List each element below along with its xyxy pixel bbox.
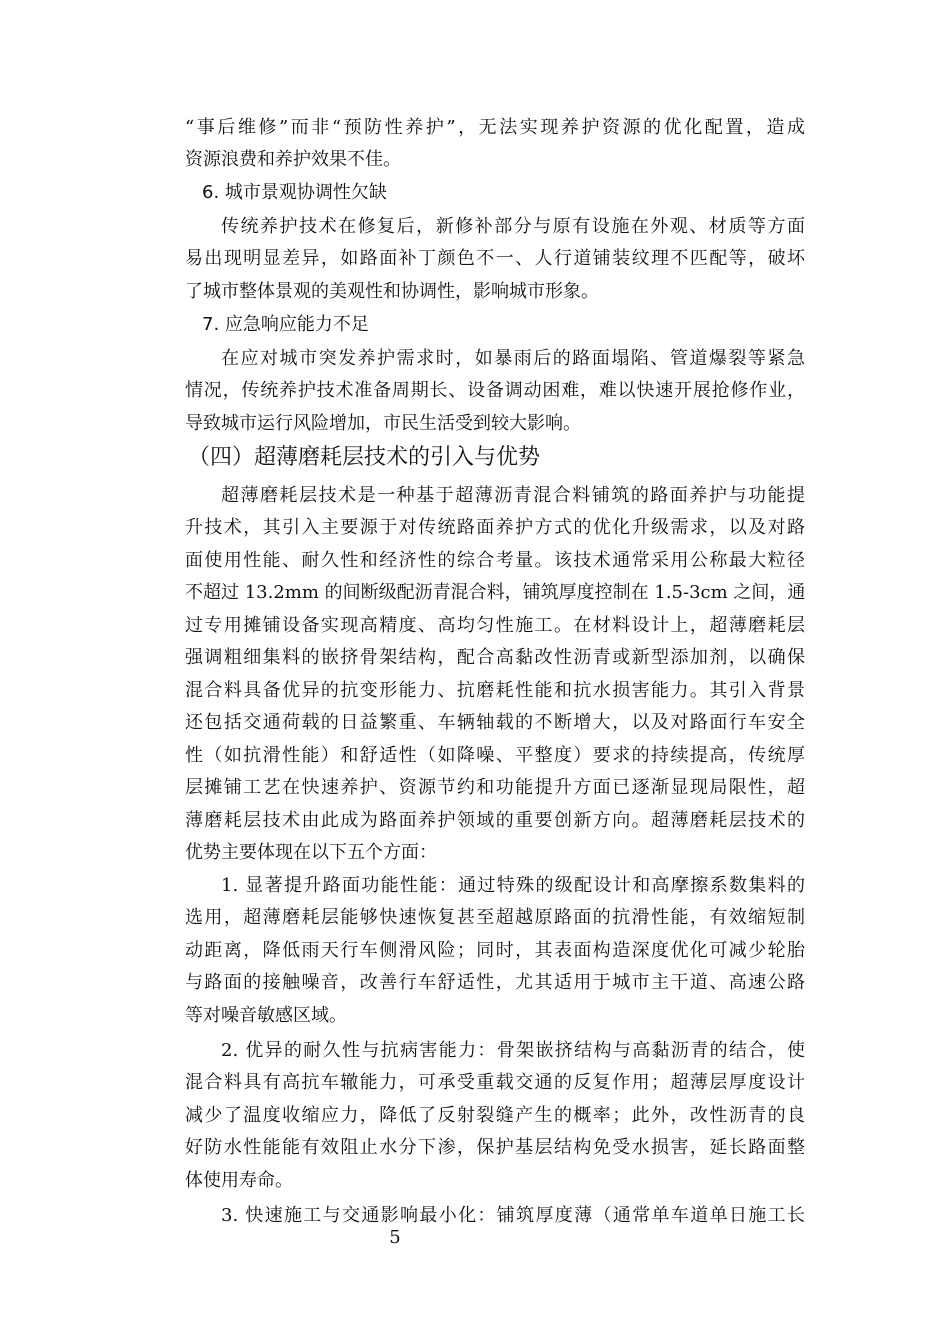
- body-text-line: 资源浪费和养护效果不佳。: [185, 149, 401, 170]
- page-number: 5: [389, 1227, 401, 1248]
- body-text-line: 层摊铺工艺在快速养护、资源节约和功能提升方面已逐渐显现局限性，超: [185, 777, 805, 798]
- list-item-text-line: 1. 显著提升路面功能性能：通过特殊的级配设计和高摩擦系数集料的: [221, 875, 805, 896]
- list-item-text-line: 动距离，降低雨天行车侧滑风险；同时，其表面构造深度优化可减少轮胎: [185, 940, 805, 961]
- body-text-line: 还包括交通荷载的日益繁重、车辆轴载的不断增大，以及对路面行车安全: [185, 712, 805, 733]
- body-text-line: 性（如抗滑性能）和舒适性（如降噪、平整度）要求的持续提高，传统厚: [185, 745, 805, 766]
- list-item-text-line: 选用，超薄磨耗层能够快速恢复甚至超越原路面的抗滑性能，有效缩短制: [185, 907, 805, 928]
- list-item-text-line: 等对噪音敏感区域。: [185, 1005, 347, 1026]
- body-text-line: 过专用摊铺设备实现高精度、高均匀性施工。在材料设计上，超薄磨耗层: [185, 615, 805, 636]
- body-text-line: 升技术，其引入主要源于对传统路面养护方式的优化升级需求，以及对路: [185, 517, 805, 538]
- body-text-line: 混合料具备优异的抗变形能力、抗磨耗性能和抗水损害能力。其引入背景: [185, 680, 805, 701]
- body-text-line: 了城市整体景观的美观性和协调性，影响城市形象。: [185, 281, 599, 302]
- list-item-text-line: 体使用寿命。: [185, 1170, 293, 1191]
- section-heading: （四）超薄磨耗层技术的引入与优势: [188, 445, 541, 470]
- body-text-line: 薄磨耗层技术由此成为路面养护领域的重要创新方向。超薄磨耗层技术的: [185, 810, 805, 831]
- body-text-line: 易出现明显差异，如路面补丁颜色不一、人行道铺装纹理不匹配等，破坏: [185, 248, 805, 269]
- body-text-line: “事后维修”而非“预防性养护”，无法实现养护资源的优化配置，造成: [185, 117, 805, 138]
- subheading-7: 7. 应急响应能力不足: [202, 314, 369, 335]
- list-item-text-line: 好防水性能能有效阻止水分下渗，保护基层结构免受水损害，延长路面整: [185, 1137, 805, 1158]
- body-text-line: 不超过 13.2mm 的间断级配沥青混合料，铺筑厚度控制在 1.5-3cm 之间，通: [185, 582, 806, 603]
- body-text-line: 强调粗细集料的嵌挤骨架结构，配合高黏改性沥青或新型添加剂，以确保: [185, 647, 805, 668]
- subheading-6: 6. 城市景观协调性欠缺: [202, 182, 387, 203]
- body-text-line: 情况，传统养护技术准备周期长、设备调动困难，难以快速开展抢修作业，: [185, 380, 805, 401]
- list-item-text-line: 与路面的接触噪音，改善行车舒适性，尤其适用于城市主干道、高速公路: [185, 972, 805, 993]
- body-text-line: 面使用性能、耐久性和经济性的综合考量。该技术通常采用公称最大粒径: [185, 550, 805, 571]
- body-text-line: 超薄磨耗层技术是一种基于超薄沥青混合料铺筑的路面养护与功能提: [221, 485, 805, 506]
- list-item-text-line: 3. 快速施工与交通影响最小化：铺筑厚度薄（通常单车道单日施工长: [221, 1205, 805, 1226]
- list-item-text-line: 混合料具有高抗车辙能力，可承受重载交通的反复作用；超薄层厚度设计: [185, 1072, 805, 1093]
- body-text-line: 在应对城市突发养护需求时，如暴雨后的路面塌陷、管道爆裂等紧急: [221, 348, 805, 369]
- list-item-text-line: 2. 优异的耐久性与抗病害能力：骨架嵌挤结构与高黏沥青的结合，使: [221, 1040, 805, 1061]
- body-text-line: 导致城市运行风险增加，市民生活受到较大影响。: [185, 413, 581, 434]
- body-text-line: 传统养护技术在修复后，新修补部分与原有设施在外观、材质等方面: [221, 216, 805, 237]
- list-item-text-line: 减少了温度收缩应力，降低了反射裂缝产生的概率；此外，改性沥青的良: [185, 1105, 805, 1126]
- body-text-line: 优势主要体现在以下五个方面：: [185, 842, 437, 863]
